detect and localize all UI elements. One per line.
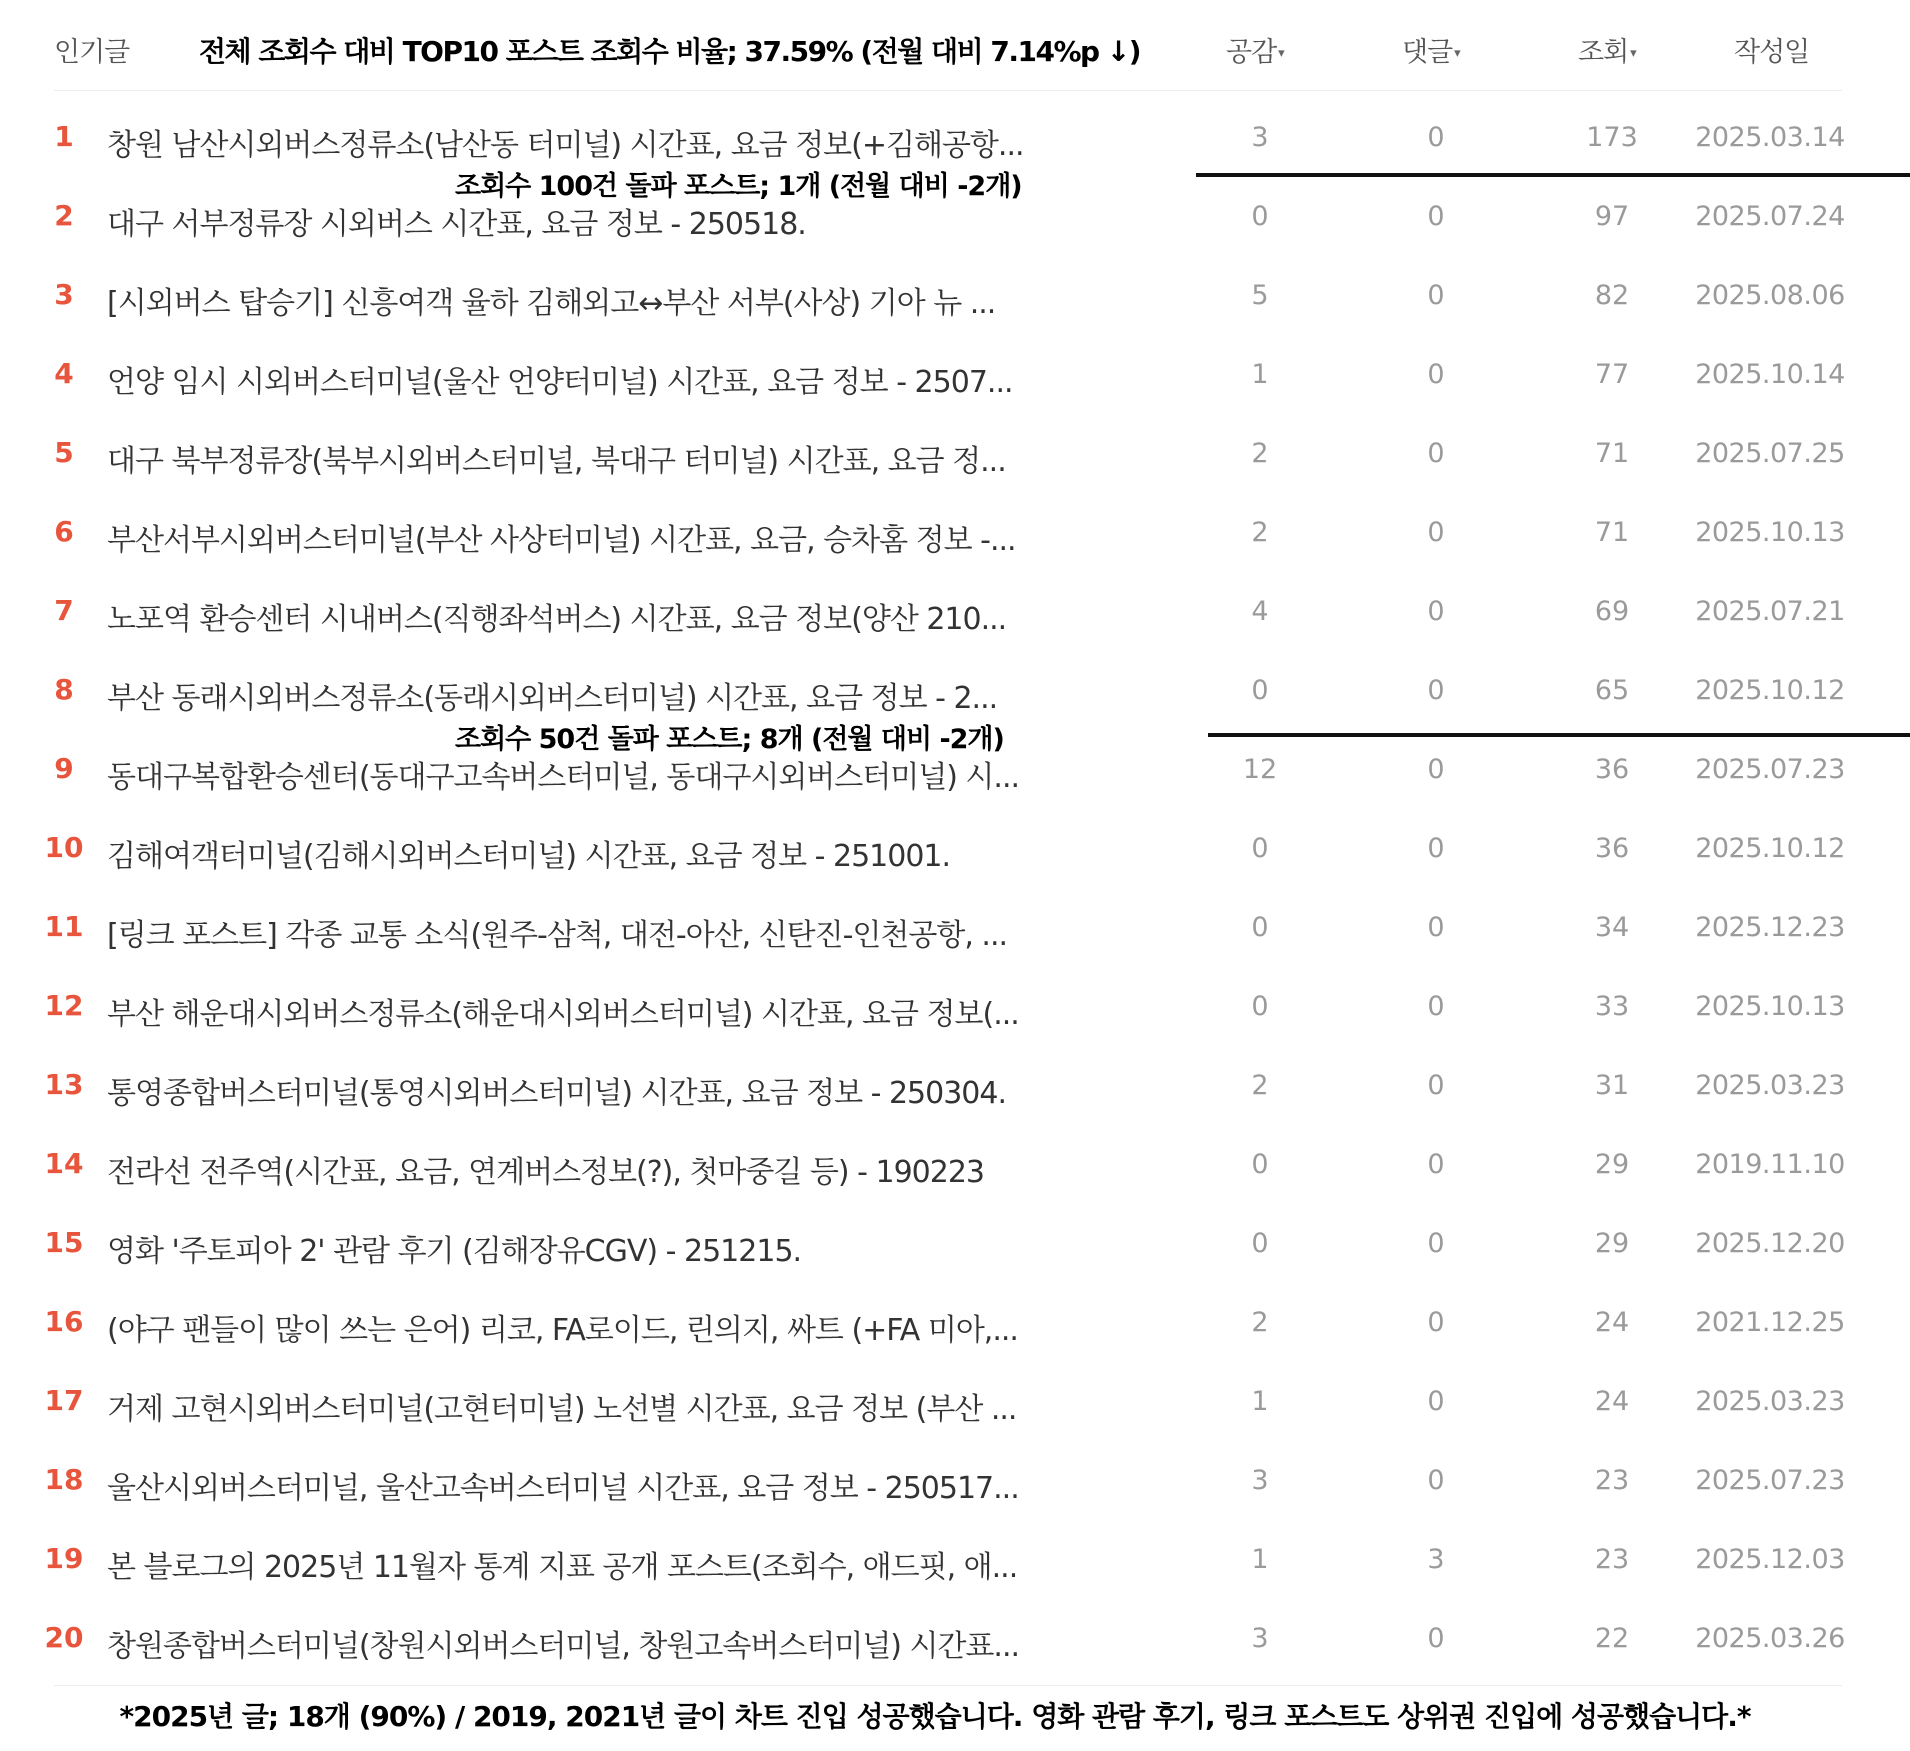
sort-likes-button[interactable] — [1226, 30, 1284, 69]
post-title-link[interactable]: 거제 고현시외버스터미널(고현터미널) 노선별 시간표, 요금 정보 (부산 ... — [107, 1392, 1017, 1427]
views-count: 69 — [1594, 596, 1630, 627]
table-row[interactable] — [0, 1522, 1910, 1601]
table-row[interactable] — [0, 1443, 1910, 1522]
comments-count: 0 — [1427, 122, 1445, 153]
likes-count: 0 — [1251, 201, 1269, 232]
likes-count: 4 — [1251, 596, 1269, 627]
post-date: 2025.07.25 — [1695, 438, 1845, 469]
comments-count: 0 — [1427, 1465, 1445, 1496]
threshold-divider — [1208, 733, 1910, 737]
rank-number: 13 — [44, 1068, 84, 1101]
views-count: 33 — [1594, 991, 1630, 1022]
post-title-link[interactable]: [링크 포스트] 각종 교통 소식(원주-삼척, 대전-아산, 신탄진-인천공항, ... — [107, 918, 1008, 953]
footer-note: *2025년 글; 18개 (90%) / 2019, 2021년 글이 차트 진입 성공했습니다. 영화 관람 후기, 링크 포스트도 상위권 진입에 성공했습니다.* — [119, 1700, 1751, 1733]
post-title-link[interactable]: 김해여객터미널(김해시외버스터미널) 시간표, 요금 정보 - 251001. — [107, 839, 951, 874]
views-count: 71 — [1594, 517, 1630, 548]
rank-number: 17 — [44, 1384, 84, 1417]
summary-title: 전체 조회수 대비 TOP10 포스트 조회수 비율; 37.59% (전월 대비 7.14%p ↓) — [199, 35, 1141, 68]
post-date: 2021.12.25 — [1695, 1307, 1845, 1338]
comments-count: 0 — [1427, 517, 1445, 548]
post-title-link[interactable]: [시외버스 탑승기] 신흥여객 율하 김해외고↔부산 서부(사상) 기아 뉴 ... — [107, 286, 996, 321]
post-title-link[interactable]: 동대구복합환승센터(동대구고속버스터미널, 동대구시외버스터미널) 시... — [107, 760, 1020, 795]
views-count: 22 — [1594, 1623, 1630, 1654]
over-50-views-note: 조회수 50건 돌파 포스트; 8개 (전월 대비 -2개) — [455, 724, 1004, 755]
table-row[interactable] — [0, 574, 1910, 653]
post-title-link[interactable]: (야구 팬들이 많이 쓰는 은어) 리코, FA로이드, 린의지, 싸트 (+FA 미아,... — [107, 1313, 1018, 1348]
likes-count: 0 — [1251, 991, 1269, 1022]
rank-number: 9 — [54, 752, 74, 785]
views-count: 71 — [1594, 438, 1630, 469]
post-date: 2025.10.12 — [1695, 833, 1845, 864]
table-row[interactable] — [0, 1285, 1910, 1364]
comments-count: 0 — [1427, 359, 1445, 390]
views-count: 31 — [1594, 1070, 1630, 1101]
comments-count: 0 — [1427, 912, 1445, 943]
likes-count: 2 — [1251, 1307, 1269, 1338]
post-title-link[interactable]: 부산 동래시외버스정류소(동래시외버스터미널) 시간표, 요금 정보 - 2... — [107, 681, 998, 716]
post-date: 2025.03.23 — [1695, 1070, 1845, 1101]
likes-count: 0 — [1251, 1228, 1269, 1259]
rank-number: 1 — [54, 120, 74, 153]
rank-number: 2 — [54, 199, 74, 232]
rank-number: 10 — [44, 831, 84, 864]
views-count: 97 — [1594, 201, 1630, 232]
rank-number: 6 — [54, 515, 74, 548]
post-date: 2025.08.06 — [1695, 280, 1845, 311]
post-title-link[interactable]: 창원 남산시외버스정류소(남산동 터미널) 시간표, 요금 정보(+김해공항... — [107, 128, 1024, 163]
comments-count: 0 — [1427, 1307, 1445, 1338]
table-row[interactable] — [0, 969, 1910, 1048]
post-date: 2025.07.24 — [1695, 201, 1845, 232]
table-row[interactable] — [0, 1601, 1910, 1680]
comments-count: 0 — [1427, 833, 1445, 864]
comments-count: 0 — [1427, 1149, 1445, 1180]
comments-count: 0 — [1427, 675, 1445, 706]
comments-count: 0 — [1427, 438, 1445, 469]
views-count: 29 — [1594, 1149, 1630, 1180]
post-date: 2025.03.26 — [1695, 1623, 1845, 1654]
table-row[interactable] — [0, 1048, 1910, 1127]
post-title-link[interactable]: 부산 해운대시외버스정류소(해운대시외버스터미널) 시간표, 요금 정보(... — [107, 997, 1019, 1032]
views-count: 34 — [1594, 912, 1630, 943]
popular-posts-header — [54, 20, 1842, 91]
rank-number: 15 — [44, 1226, 84, 1259]
col-views-label: 조회 — [1578, 37, 1629, 68]
likes-count: 2 — [1251, 517, 1269, 548]
post-date: 2025.03.14 — [1695, 122, 1845, 153]
divider — [54, 1685, 1842, 1686]
rank-number: 19 — [44, 1542, 84, 1575]
views-count: 82 — [1594, 280, 1630, 311]
views-count: 24 — [1594, 1307, 1630, 1338]
views-count: 24 — [1594, 1386, 1630, 1417]
rank-number: 14 — [44, 1147, 84, 1180]
post-title-link[interactable]: 전라선 전주역(시간표, 요금, 연계버스정보(?), 첫마중길 등) - 190223 — [107, 1155, 985, 1190]
rank-number: 16 — [44, 1305, 84, 1338]
post-title-link[interactable]: 언양 임시 시외버스터미널(울산 언양터미널) 시간표, 요금 정보 - 2507... — [107, 365, 1013, 400]
post-date: 2019.11.10 — [1695, 1149, 1845, 1180]
post-date: 2025.07.23 — [1695, 754, 1845, 785]
rank-number: 3 — [54, 278, 74, 311]
rank-number: 11 — [44, 910, 84, 943]
likes-count: 5 — [1251, 280, 1269, 311]
rank-number: 5 — [54, 436, 74, 469]
post-date: 2025.10.14 — [1695, 359, 1845, 390]
comments-count: 0 — [1427, 1228, 1445, 1259]
likes-count: 3 — [1251, 1465, 1269, 1496]
views-count: 77 — [1594, 359, 1630, 390]
table-row[interactable] — [0, 890, 1910, 969]
table-row[interactable] — [0, 416, 1910, 495]
table-row[interactable] — [0, 1364, 1910, 1443]
likes-count: 0 — [1251, 912, 1269, 943]
post-date: 2025.10.13 — [1695, 517, 1845, 548]
post-title-link[interactable]: 울산시외버스터미널, 울산고속버스터미널 시간표, 요금 정보 - 250517... — [107, 1471, 1019, 1506]
threshold-divider — [1196, 173, 1910, 177]
post-date: 2025.12.03 — [1695, 1544, 1845, 1575]
post-title-link[interactable]: 대구 서부정류장 시외버스 시간표, 요금 정보 - 250518. — [107, 207, 806, 242]
views-count: 173 — [1586, 122, 1638, 153]
post-title-link[interactable]: 노포역 환승센터 시내버스(직행좌석버스) 시간표, 요금 정보(양산 210... — [107, 602, 1007, 637]
comments-count: 3 — [1427, 1544, 1445, 1575]
comments-count: 0 — [1427, 201, 1445, 232]
post-title-link[interactable]: 본 블로그의 2025년 11월자 통계 지표 공개 포스트(조회수, 애드핏, 애... — [107, 1550, 1018, 1585]
likes-count: 1 — [1251, 1386, 1269, 1417]
caret-down-icon: ▾ — [1278, 46, 1284, 61]
table-row[interactable] — [0, 495, 1910, 574]
table-row[interactable] — [0, 337, 1910, 416]
views-count: 36 — [1594, 833, 1630, 864]
post-title-link[interactable]: 대구 북부정류장(북부시외버스터미널, 북대구 터미널) 시간표, 요금 정... — [107, 444, 1006, 479]
post-date: 2025.03.23 — [1695, 1386, 1845, 1417]
sort-comments-button[interactable] — [1402, 30, 1460, 69]
likes-count: 1 — [1251, 1544, 1269, 1575]
post-date: 2025.10.12 — [1695, 675, 1845, 706]
rank-number: 12 — [44, 989, 84, 1022]
rank-number: 18 — [44, 1463, 84, 1496]
likes-count: 2 — [1251, 1070, 1269, 1101]
comments-count: 0 — [1427, 1070, 1445, 1101]
rank-number: 7 — [54, 594, 74, 627]
views-count: 36 — [1594, 754, 1630, 785]
likes-count: 0 — [1251, 675, 1269, 706]
col-date-label: 작성일 — [1734, 37, 1810, 68]
post-title-link[interactable]: 창원종합버스터미널(창원시외버스터미널, 창원고속버스터미널) 시간표... — [107, 1629, 1020, 1664]
sort-views-button[interactable] — [1578, 30, 1636, 69]
views-count: 29 — [1594, 1228, 1630, 1259]
comments-count: 0 — [1427, 991, 1445, 1022]
likes-count: 1 — [1251, 359, 1269, 390]
likes-count: 3 — [1251, 122, 1269, 153]
over-100-views-note: 조회수 100건 돌파 포스트; 1개 (전월 대비 -2개) — [455, 171, 1022, 202]
post-date: 2025.07.21 — [1695, 596, 1845, 627]
comments-count: 0 — [1427, 754, 1445, 785]
rank-number: 20 — [44, 1621, 84, 1654]
likes-count: 2 — [1251, 438, 1269, 469]
rank-number: 8 — [54, 673, 74, 706]
col-likes-label: 공감 — [1226, 37, 1277, 68]
col-comments-label: 댓글 — [1402, 37, 1453, 68]
views-count: 23 — [1594, 1544, 1630, 1575]
comments-count: 0 — [1427, 280, 1445, 311]
rank-number: 4 — [54, 357, 74, 390]
post-date: 2025.10.13 — [1695, 991, 1845, 1022]
post-title-link[interactable]: 부산서부시외버스터미널(부산 사상터미널) 시간표, 요금, 승차홈 정보 -... — [107, 523, 1016, 558]
likes-count: 0 — [1251, 1149, 1269, 1180]
table-row[interactable] — [0, 258, 1910, 337]
likes-count: 12 — [1242, 754, 1278, 785]
views-count: 65 — [1594, 675, 1630, 706]
caret-down-icon: ▾ — [1454, 46, 1460, 61]
likes-count: 3 — [1251, 1623, 1269, 1654]
likes-count: 0 — [1251, 833, 1269, 864]
comments-count: 0 — [1427, 1623, 1445, 1654]
post-date: 2025.12.23 — [1695, 912, 1845, 943]
table-row[interactable] — [0, 1206, 1910, 1285]
comments-count: 0 — [1427, 596, 1445, 627]
table-row[interactable] — [0, 811, 1910, 890]
post-title-link[interactable]: 통영종합버스터미널(통영시외버스터미널) 시간표, 요금 정보 - 250304. — [107, 1076, 1007, 1111]
caret-down-icon: ▾ — [1630, 46, 1636, 61]
post-date: 2025.12.20 — [1695, 1228, 1845, 1259]
post-date: 2025.07.23 — [1695, 1465, 1845, 1496]
table-row[interactable] — [0, 1127, 1910, 1206]
views-count: 23 — [1594, 1465, 1630, 1496]
comments-count: 0 — [1427, 1386, 1445, 1417]
section-label: 인기글 — [54, 37, 130, 68]
post-title-link[interactable]: 영화 '주토피아 2' 관람 후기 (김해장유CGV) - 251215. — [107, 1234, 802, 1269]
